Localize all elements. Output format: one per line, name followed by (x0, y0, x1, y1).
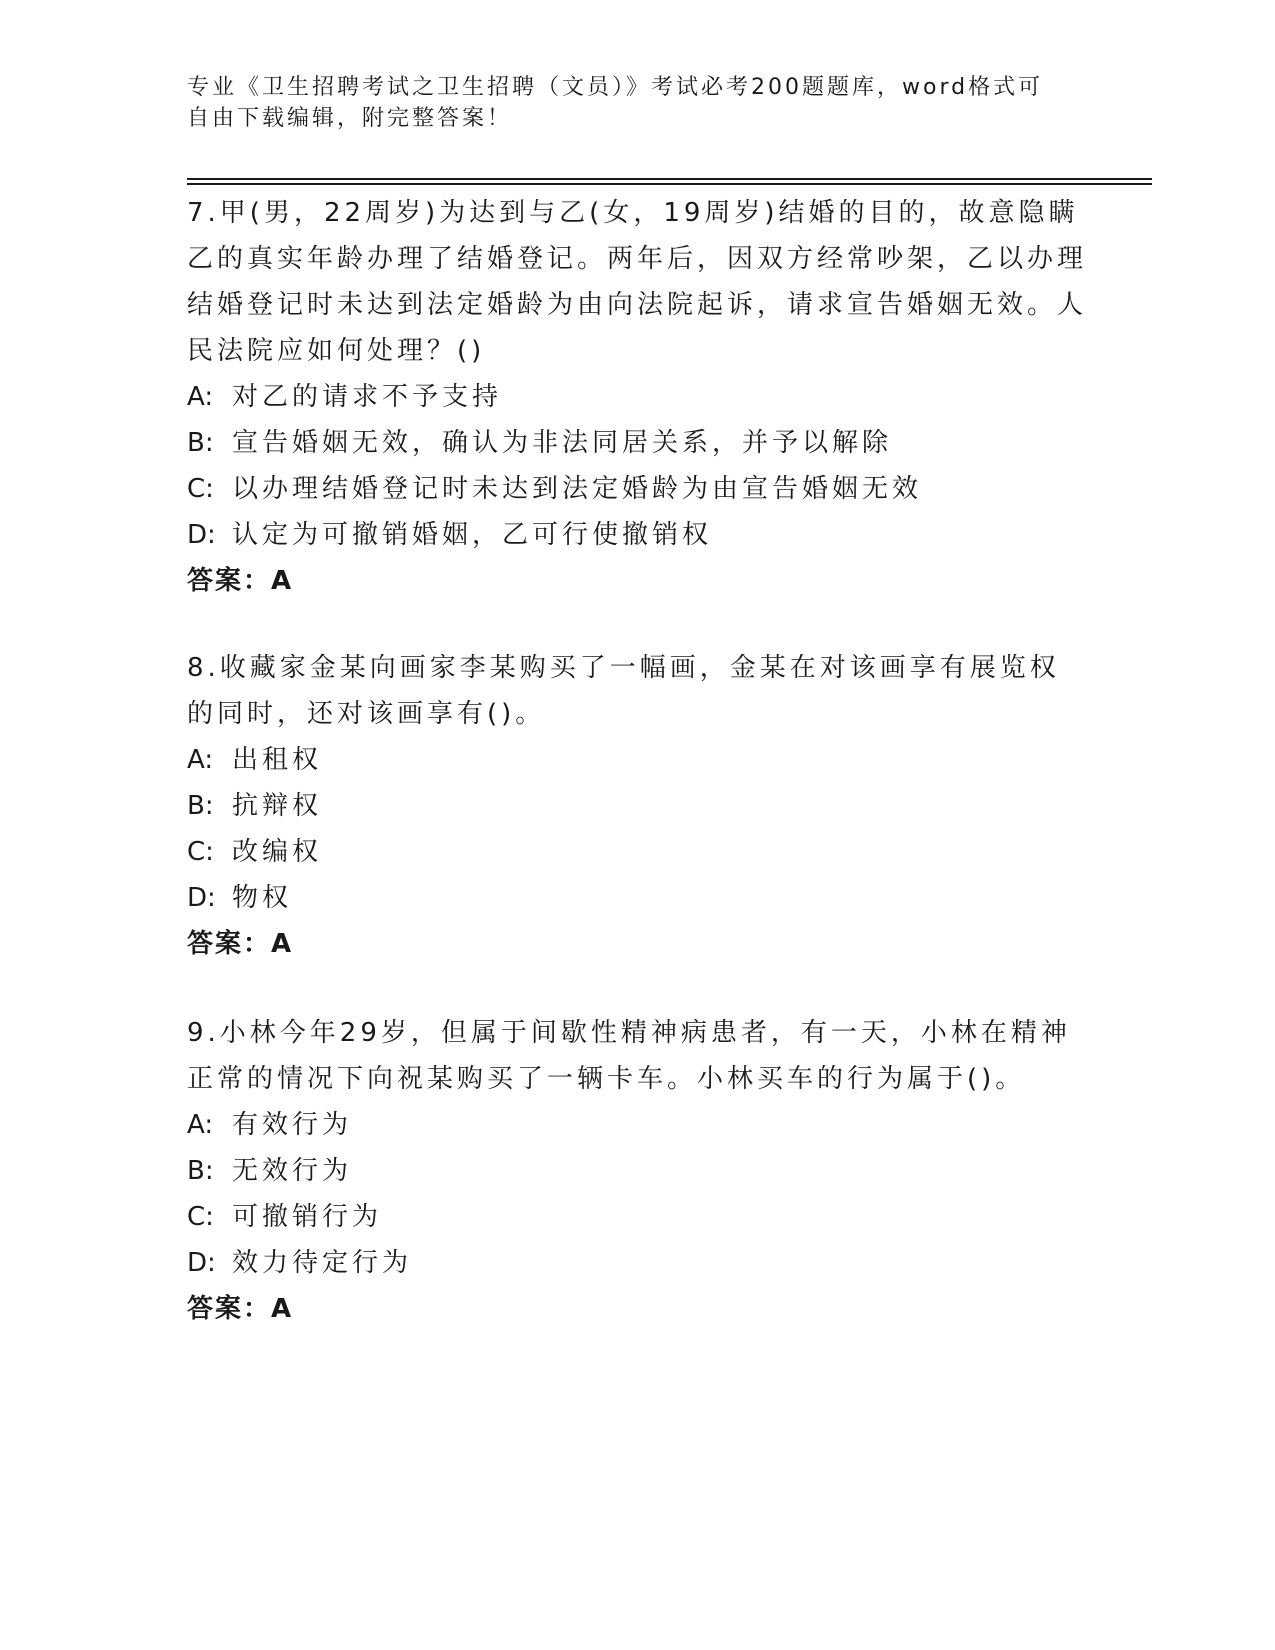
option-text: 无效行为 (232, 1156, 353, 1186)
option-text: 宣告婚姻无效，确认为非法同居关系，并予以解除 (232, 428, 893, 458)
option-d (187, 1240, 1087, 1286)
option-text: 抗辩权 (232, 791, 323, 821)
question-7 (187, 190, 1087, 604)
option-c (187, 466, 1087, 512)
option-a (187, 374, 1087, 420)
document-header: 专业《卫生招聘考试之卫生招聘（文员）》考试必考200题题库，word格式可自由下载编辑，附完整答案！ (187, 75, 1044, 131)
option-text: 改编权 (232, 837, 323, 867)
option-label: D: (187, 1248, 216, 1278)
option-text: 效力待定行为 (232, 1248, 413, 1278)
option-label: A: (187, 382, 214, 412)
option-label: C: (187, 1202, 214, 1232)
option-c (187, 829, 1087, 875)
option-c (187, 1194, 1087, 1240)
answer-line: 答案：A (187, 566, 294, 596)
option-a (187, 1102, 1087, 1148)
option-b (187, 1148, 1087, 1194)
option-text: 对乙的请求不予支持 (232, 382, 503, 412)
question-9 (187, 1010, 1087, 1332)
option-text: 认定为可撤销婚姻，乙可行使撤销权 (232, 520, 713, 550)
option-text: 可撤销行为 (232, 1202, 383, 1232)
option-a (187, 737, 1087, 783)
answer-line: 答案：A (187, 929, 294, 959)
option-label: B: (187, 428, 214, 458)
question-stem: 7.甲(男，22周岁)为达到与乙(女，19周岁)结婚的目的，故意隐瞒乙的真实年龄办理了结婚登记。两年后，因双方经常吵架，乙以办理结婚登记时未达到法定婚龄为由向法院起诉，请求宣告婚姻无效。人民法院应如何处理？() (187, 198, 1088, 366)
option-label: C: (187, 837, 214, 867)
option-label: B: (187, 1156, 214, 1186)
option-d (187, 512, 1087, 558)
option-label: C: (187, 474, 214, 504)
option-text: 出租权 (232, 745, 323, 775)
option-label: D: (187, 883, 216, 913)
option-b (187, 783, 1087, 829)
question-8 (187, 645, 1087, 967)
question-stem: 8.收藏家金某向画家李某购买了一幅画，金某在对该画享有展览权的同时，还对该画享有()。 (187, 653, 1060, 729)
option-text: 物权 (232, 883, 293, 913)
header-divider-top (187, 178, 1152, 180)
question-stem: 9.小林今年29岁，但属于间歇性精神病患者，有一天，小林在精神正常的情况下向祝某购买了一辆卡车。小林买车的行为属于()。 (187, 1018, 1071, 1094)
option-label: A: (187, 745, 214, 775)
answer-line: 答案：A (187, 1294, 294, 1324)
option-label: B: (187, 791, 214, 821)
option-d (187, 875, 1087, 921)
option-label: D: (187, 520, 216, 550)
option-label: A: (187, 1110, 214, 1140)
option-text: 以办理结婚登记时未达到法定婚龄为由宣告婚姻无效 (232, 474, 923, 504)
header-divider-bottom (187, 183, 1152, 185)
option-b (187, 420, 1087, 466)
option-text: 有效行为 (232, 1110, 353, 1140)
